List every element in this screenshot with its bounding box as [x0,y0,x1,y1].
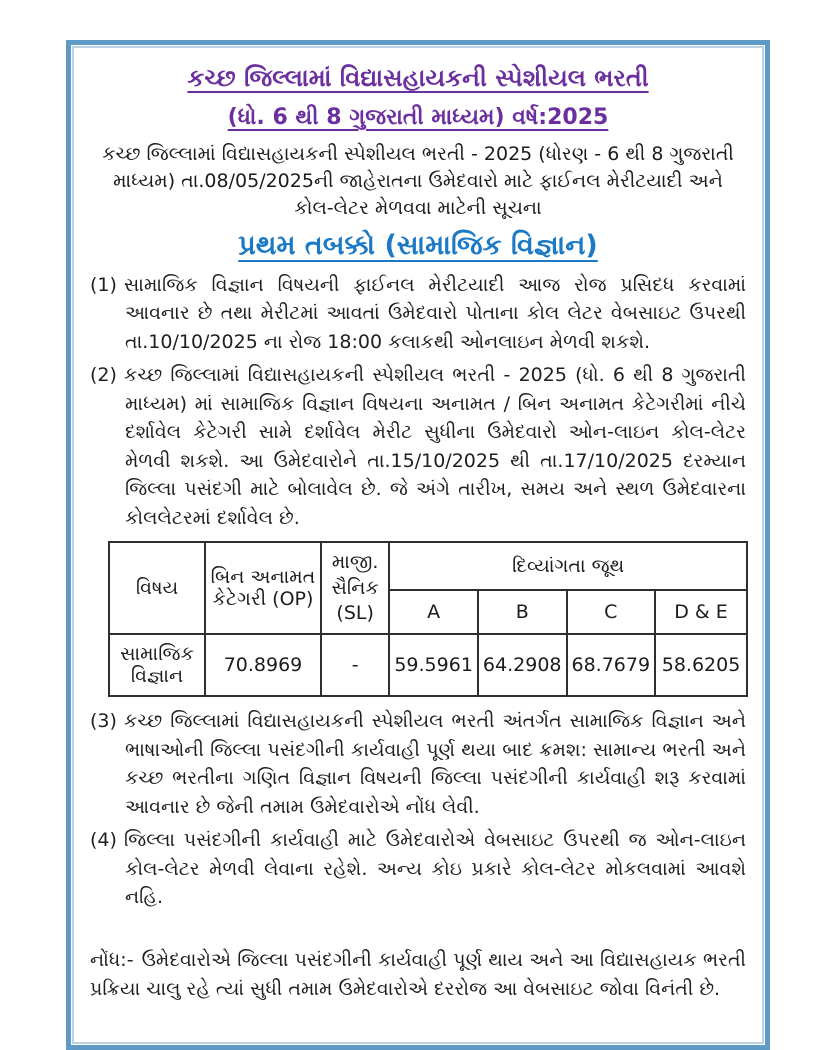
cell-group-c: 68.7679 [567,634,656,696]
cell-group-de: 58.6205 [655,634,747,696]
cell-open-category: 70.8969 [205,634,321,696]
merit-table [108,541,748,697]
item-text: કચ્છ જિલ્લામાં વિદ્યાસહાયકની સ્પેશીયલ ભરતી અંતર્ગત સામાજિક વિજ્ઞાન અને ભાષાઓની જિલ્લા પસંદગીની કાર્યવાહી પૂર્ણ થયા બાદ ક્રમશ: સામાન્ય ભરતી અને કચ્છ ભરતીના ગણિત વિજ્ઞાન વિષયની જિલ્લા પસંદગીની કાર્યવાહી શરૂ કરવામાં આવનાર છે જેની તમામ ઉમેદવારોએ નોંધ લેવી. [123,710,746,818]
item-text: સામાજિક વિજ્ઞાન વિષયની ફાઈનલ મેરીટયાદી આજ રોજ પ્રસિદધ કરવામાં આવનાર છે તથા મેરીટમાં આવતાં ઉમેદવારો પોતાના કોલ લેટર વેબસાઇટ ઉપરથી તા.10/10/2025 ના રોજ 18:00 કલાકથી ઓનલાઇન મેળવી શકશે. [123,273,746,353]
item-text: જિલ્લા પસંદગીની કાર્યવાહી માટે ઉમેદવારોએ વેબસાઇટ ઉપરથી જ ઓન-લાઇન કોલ-લેટર મેળવી લેવાના રહેશે. અન્ય કોઇ પ્રકારે કોલ-લેટર મોકલવામાં આવશે નહિ. [123,829,746,909]
intro-paragraph: કચ્છ જિલ્લામાં વિદ્યાસહાયકની સ્પેશીયલ ભરતી - 2025 (ધોરણ - 6 થી 8 ગુજરાતી માધ્યમ) તા.08/05/2025ની જાહેરાતના ઉમેદવારો માટે ફાઈનલ મેરીટયાદી અને કોલ-લેટર મેળવવા માટેની સૂચના [102,143,734,219]
header-disability-group: દિવ્યાંગતા જૂથ [389,542,747,590]
cell-group-a: 59.5961 [389,634,478,696]
cell-ex-soldier: - [321,634,389,696]
cell-group-b: 64.2908 [478,634,567,696]
table-header-row-1 [109,542,747,590]
note-paragraph [90,946,746,1005]
header-group-de: D & E [655,590,747,634]
header-ex-soldier-line3: (SL) [336,602,374,625]
header-group-c: C [567,590,656,634]
document-subtitle: (ધો. 6 થી 8 ગુજરાતી માધ્યમ) વર્ષ:2025 [227,105,609,130]
note-label: નોંધ:- [90,948,134,971]
item-number: (4) [90,829,117,852]
section-heading: પ્રથમ તબક્કો (સામાજિક વિજ્ઞાન) [238,229,598,261]
header-group-a: A [389,590,478,634]
item-text: કચ્છ જિલ્લામાં વિદ્યાસહાયકની સ્પેશીયલ ભરતી - 2025 (ધો. 6 થી 8 ગુજરાતી માધ્યમ) માં સામાજિક વિજ્ઞાન વિષયના અનામત / બિન અનામત કેટેગરીમાં નીચે દર્શાવેલ કેટેગરી સામે દર્શાવેલ મેરીટ સુધીના ઉમેદવારો ઓન-લાઇન કોલ-લેટર મેળવી શકશે. આ ઉમેદવારોને તા.15/10/2025 થી તા.17/10/2025 દરમ્યાન જિલ્લા પસંદગી માટે બોલાવેલ છે. જે અંગે તારીખ, સમય અને સ્થળ ઉમેદવારના કોલલેટરમાં દર્શાવેલ છે. [123,364,746,529]
document-border-frame [66,40,770,1050]
list-item-1 [90,271,746,357]
list-item-3 [90,707,746,821]
note-text: ઉમેદવારોએ જિલ્લા પસંદગીની કાર્યવાહી પૂર્ણ થાય અને આ વિદ્યાસહાયક ભરતી પ્રક્રિયા ચાલુ રહે ત્યાં સુધી તમામ ઉમેદવારોએ દરરોજ આ વેબસાઇટ જોવા વિનંતી છે. [90,948,746,1001]
item-number: (1) [90,273,117,296]
header-ex-soldier [321,542,389,634]
header-ex-soldier-line2: સૈનિક [331,576,379,599]
numbered-items [90,271,746,912]
table-data-row [109,634,747,696]
document-page [72,46,764,1044]
item-number: (2) [90,364,117,387]
header-ex-soldier-line1: માજી. [331,550,379,573]
header-subject: વિષય [109,542,205,634]
item-number: (3) [90,710,117,733]
header-open-category: બિન અનામત કેટેગરી (OP) [205,542,321,634]
cell-subject: સામાજિક વિજ્ઞાન [109,634,205,696]
document-title: કચ્છ જિલ્લામાં વિદ્યાસહાયકની સ્પેશીયલ ભરતી [187,64,649,92]
header-group-b: B [478,590,567,634]
list-item-2 [90,361,746,532]
list-item-4 [90,826,746,912]
